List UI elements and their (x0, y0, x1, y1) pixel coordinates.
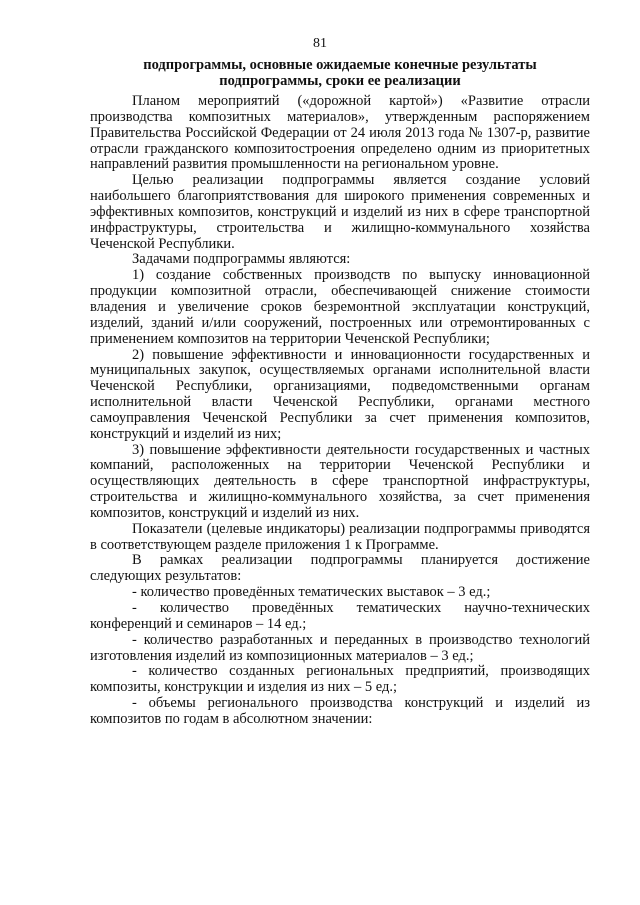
result-item-exhibitions: - количество проведённых тематических выставок – 3 ед.; (132, 584, 491, 601)
result-item-conferences: - количество проведённых тематических научно-технических конференций и семинаров – 14 ед.; (90, 600, 590, 632)
section-heading-line: подпрограммы, сроки ее реализации (219, 72, 461, 89)
section-heading-line: подпрограммы, основные ожидаемые конечные результаты (143, 57, 537, 73)
task-item-1: 1) создание собственных производств по выпуску инновационной продукции композитной отрасли, обеспечивающей снижение стоимости владения и увеличение сроков безремонтной эксплуатации конструкций, изделий, зданий и/или сооружений, построенных или отремонтированных с применением композитов на территории Чеченской Республики; (90, 267, 590, 347)
result-item-enterprises: - количество созданных региональных предприятий, производящих композиты, конструкции и изделия из них – 5 ед.; (90, 663, 590, 696)
paragraph-indicators: Показатели (целевые индикаторы) реализации подпрограммы приводятся в соответствующем разделе приложения 1 к Программе. (90, 520, 590, 553)
paragraph-tasks-intro: Задачами подпрограммы являются: (132, 251, 351, 268)
result-item-technologies: - количество разработанных и переданных в производство технологий изготовления изделий из композиционных материалов – 3 ед.; (90, 631, 590, 664)
result-item-production-volumes: - объемы регионального производства конструкций и изделий из композитов по годам в абсолютном значении: (90, 695, 590, 727)
section-heading (90, 58, 590, 89)
document-body (90, 94, 590, 728)
paragraph-road-map: Планом мероприятий («дорожной картой») «Развитие отрасли производства композитных материалов», утвержденным распоряжением Правительства Российской Федерации от 24 июля 2013 года № 1307-р, развитие отрасли гражданского композитостроения определено одним из приоритетных направлений развития промышленности на региональном уровне. (90, 93, 590, 173)
page-number: 81 (313, 36, 327, 51)
paragraph-results-intro: В рамках реализации подпрограммы планируется достижение следующих результатов: (90, 552, 590, 585)
task-item-3: 3) повышение эффективности деятельности государственных и частных компаний, расположенных на территории Чеченской Республики и осуществляющих деятельность в сфере транспортной инфраструктуры, строительства и жилищно-коммунального хозяйства, за счет применения композитов, конструкций и изделий из них. (90, 441, 590, 521)
paragraph-goal: Целью реализации подпрограммы является создание условий наибольшего благоприятствования для широкого применения современных и эффективных композитов, конструкций и изделий из них в сфере транспортной инфраструктуры, строительства и жилищно-коммунального хозяйства Чеченской Республики. (90, 172, 590, 252)
task-item-2: 2) повышение эффективности и инновационности государственных и муниципальных закупок, осуществляемых органами исполнительной власти Чеченской Республики, организациями, подведомственными органам исполнительной власти Чеченской Республики, органами местного самоуправления Чеченской Республики за счет применения композитов, конструкций и изделий из них; (90, 346, 590, 442)
